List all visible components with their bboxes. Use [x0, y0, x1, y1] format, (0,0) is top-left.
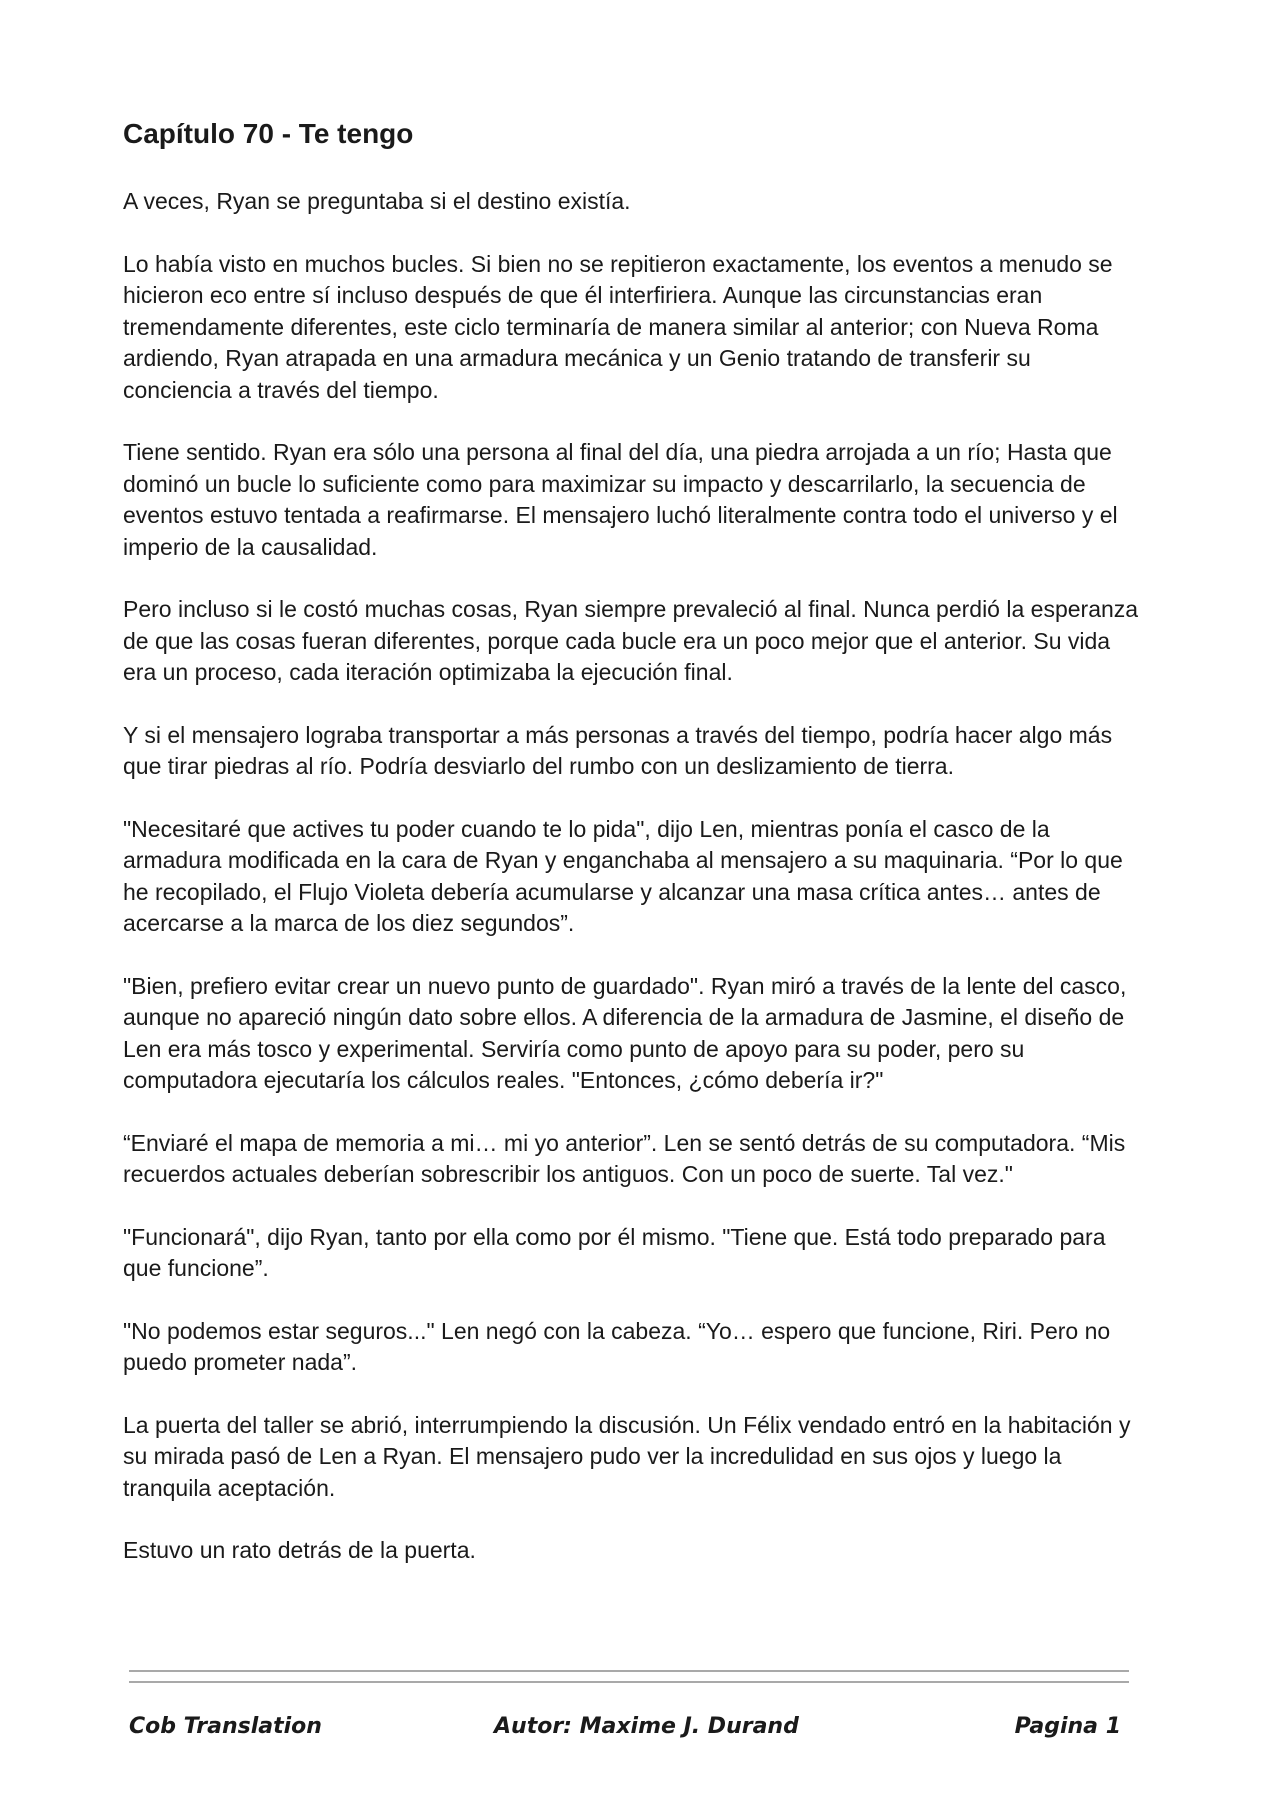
footer-divider-bottom	[129, 1681, 1129, 1683]
paragraph: La puerta del taller se abrió, interrumpiendo la discusión. Un Félix vendado entró en la habitación y su mirada pasó de Len a Ryan. El mensajero pudo ver la incredulidad en sus ojos y luego la tranquila aceptación.	[123, 1411, 1131, 1501]
footer-translator: Cob Translation	[129, 1714, 322, 1739]
paragraph: Pero incluso si le costó muchas cosas, Ryan siempre prevaleció al final. Nunca perdió la esperanza de que las cosas fueran diferentes, porque cada bucle era un poco mejor que el anterior. Su vida era un proceso, cada iteración optimizaba la ejecución final.	[123, 596, 1139, 686]
footer-author: Autor: Maxime J. Durand	[494, 1714, 799, 1739]
paragraph: "Funcionará", dijo Ryan, tanto por ella como por él mismo. "Tiene que. Está todo preparado para que funcione”.	[123, 1223, 1106, 1282]
chapter-title: Capítulo 70 - Te tengo	[123, 118, 414, 149]
paragraph: Y si el mensajero lograba transportar a más personas a través del tiempo, podría hacer algo más que tirar piedras al río. Podría desviarlo del rumbo con un deslizamiento de tierra.	[123, 721, 1113, 780]
paragraph: A veces, Ryan se preguntaba si el destino existía.	[123, 188, 631, 215]
paragraph: "Necesitaré que actives tu poder cuando te lo pida", dijo Len, mientras ponía el casco de la armadura modificada en la cara de Ryan y enganchaba al mensajero a su maquinaria. “Por lo que he recopilado, el Flujo Violeta debería acumularse y alcanzar una masa crítica antes… antes de acercarse a la marca de los diez segundos”.	[123, 815, 1123, 937]
footer-page-number: Pagina 1	[1014, 1714, 1121, 1739]
paragraph: Tiene sentido. Ryan era sólo una persona al final del día, una piedra arrojada a un río; Hasta que dominó un bucle lo suficiente como para maximizar su impacto y descarrilarlo, la secuencia de eventos estuvo tentada a reafirmarse. El mensajero luchó literalmente contra todo el universo y el imperio de la causalidad.	[123, 439, 1118, 560]
paragraph: "No podemos estar seguros..." Len negó con la cabeza. “Yo… espero que funcione, Riri. Pero no puedo prometer nada”.	[123, 1317, 1111, 1376]
paragraph: Lo había visto en muchos bucles. Si bien no se repitieron exactamente, los eventos a menudo se hicieron eco entre sí incluso después de que él interfiriera. Aunque las circunstancias eran tremendamente diferentes, este ciclo terminaría de manera similar al anterior; con Nueva Roma ardiendo, Ryan atrapada en una armadura mecánica y un Genio tratando de transferir su conciencia a través del tiempo.	[123, 250, 1113, 403]
footer-divider-top	[129, 1670, 1129, 1672]
paragraph: Estuvo un rato detrás de la puerta.	[123, 1537, 476, 1564]
paragraph: "Bien, prefiero evitar crear un nuevo punto de guardado". Ryan miró a través de la lente del casco, aunque no apareció ningún dato sobre ellos. A diferencia de la armadura de Jasmine, el diseño de Len era más tosco y experimental. Serviría como punto de apoyo para su poder, pero su computadora ejecutaría los cálculos reales. "Entonces, ¿cómo debería ir?"	[123, 972, 1127, 1094]
paragraph: “Enviaré el mapa de memoria a mi… mi yo anterior”. Len se sentó detrás de su computadora. “Mis recuerdos actuales deberían sobrescribir los antiguos. Con un poco de suerte. Tal vez."	[123, 1129, 1126, 1188]
page-content	[123, 116, 1143, 1598]
